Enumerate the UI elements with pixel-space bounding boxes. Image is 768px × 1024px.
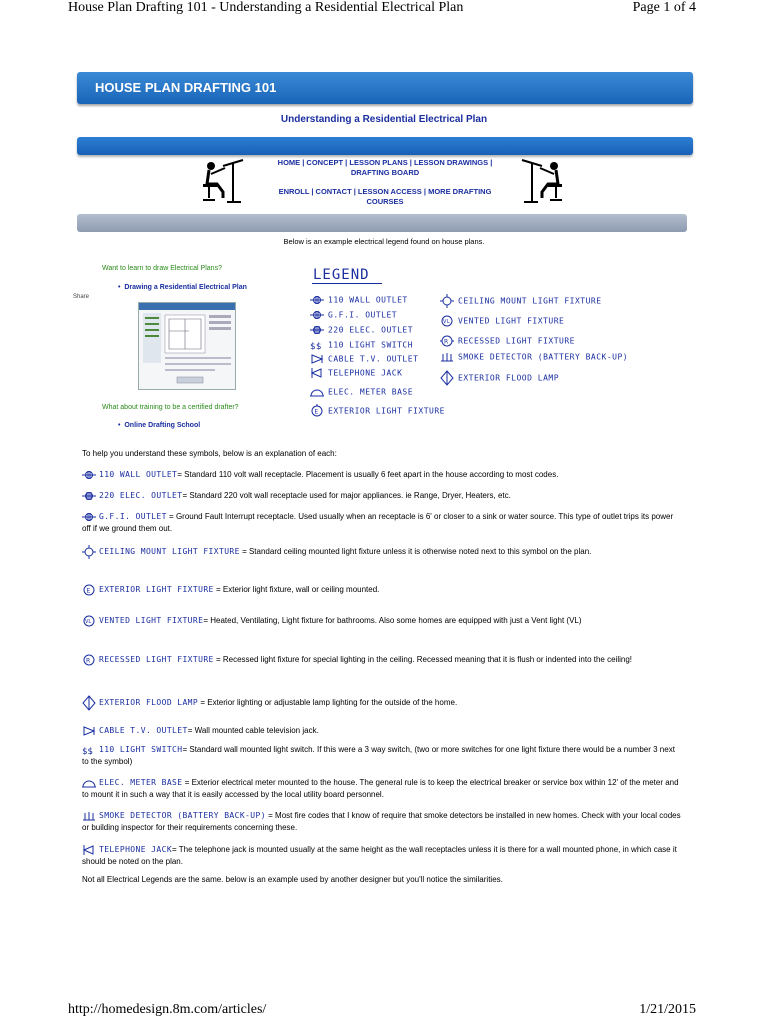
- vented-light-icon: [82, 614, 96, 628]
- legend-item-light-switch: [310, 340, 413, 350]
- symbol-name: CABLE T.V. OUTLET: [99, 726, 188, 735]
- site-nav: [262, 158, 508, 207]
- divider-bar: [77, 214, 687, 232]
- telephone-jack-icon: [310, 368, 324, 378]
- site-banner: [77, 72, 693, 104]
- legend-item-cable-tv: [310, 354, 418, 364]
- nav-links-row4[interactable]: COURSES: [366, 197, 404, 206]
- symbol-name: RECESSED LIGHT FIXTURE: [99, 655, 214, 665]
- legend-label: 110 LIGHT SWITCH: [328, 340, 414, 350]
- legend-item-telephone-jack: [310, 368, 402, 378]
- legend-item-ceiling-light: [440, 294, 602, 308]
- legend-item-meter-base: [310, 387, 413, 397]
- legend-label: 110 WALL OUTLET: [328, 295, 408, 305]
- explanation-220-outlet: [82, 490, 682, 502]
- exterior-light-icon: [310, 404, 324, 418]
- thumbnail-image: [139, 303, 235, 389]
- symbol-name: 110 LIGHT SWITCH: [99, 745, 183, 754]
- page-number: Page 1 of 4: [632, 0, 696, 15]
- symbol-name: CEILING MOUNT LIGHT FIXTURE: [99, 547, 240, 557]
- legend-item-gfi-outlet: [310, 310, 397, 320]
- legend-label: G.F.I. OUTLET: [328, 310, 398, 320]
- explanation-light-switch: [82, 744, 682, 768]
- symbol-description: = Exterior lighting or adjustable lamp lighting for the outside of the home.: [198, 698, 458, 708]
- legend-item-vented-light: [440, 314, 564, 328]
- light-switch-icon: [82, 745, 96, 755]
- print-header: [68, 0, 696, 18]
- explanation-smoke-detector: [82, 810, 682, 834]
- nav-bar-top: [77, 137, 693, 155]
- ad-link-2-label[interactable]: Online Drafting School: [124, 422, 201, 429]
- smoke-detector-icon: [82, 811, 96, 821]
- legend-label: ELEC. METER BASE: [328, 387, 414, 397]
- symbol-description: = Recessed light fixture for special lighting in the ceiling. Recessed meaning that it is flush or indented into the ceiling!: [213, 655, 632, 665]
- symbol-name: 220 ELEC. OUTLET: [99, 491, 183, 500]
- legend-item-flood-lamp: [440, 370, 559, 386]
- explanation-vented-light: [82, 614, 682, 628]
- legend-label: EXTERIOR FLOOD LAMP: [458, 373, 560, 383]
- recessed-light-icon: [82, 653, 96, 667]
- cable-tv-icon: [82, 726, 96, 736]
- explanation-ceiling-light: [82, 545, 682, 559]
- legend-label: TELEPHONE JACK: [328, 368, 403, 378]
- drafter-right-icon: [520, 158, 568, 204]
- exterior-light-icon: [82, 583, 96, 597]
- legend-label: CABLE T.V. OUTLET: [328, 354, 419, 364]
- ceiling-light-icon: [440, 294, 454, 308]
- ceiling-light-icon: [82, 545, 96, 559]
- legend-intro: Below is an example electrical legend found on house plans.: [283, 237, 485, 246]
- ad-link-drafting-school[interactable]: • Online Drafting School: [118, 422, 201, 429]
- legend-item-220-outlet: [310, 325, 413, 335]
- explanation-recessed-light: [82, 653, 682, 667]
- explanation-gfi-outlet: [82, 511, 682, 535]
- symbol-name: EXTERIOR LIGHT FIXTURE: [99, 585, 214, 595]
- legend-label: CEILING MOUNT LIGHT FIXTURE: [458, 296, 602, 306]
- svg-text:$$: $$: [82, 746, 93, 755]
- footer-url: http://homedesign.8m.com/articles/: [68, 1002, 267, 1017]
- symbol-name: ELEC. METER BASE: [99, 778, 183, 787]
- symbol-name: EXTERIOR FLOOD LAMP: [99, 698, 199, 708]
- vented-light-icon: [440, 314, 454, 328]
- legend-label: RECESSED LIGHT FIXTURE: [458, 336, 575, 346]
- nav-links-row2[interactable]: DRAFTING BOARD: [350, 168, 420, 177]
- svg-text:R: R: [444, 338, 449, 346]
- svg-text:R: R: [86, 657, 91, 665]
- explanation-cable-tv: [82, 725, 682, 737]
- symbol-description: = Standard 220 volt wall receptacle used for major appliances. ie Range, Dryer, Heaters, etc.: [182, 491, 511, 500]
- explanation-telephone-jack: [82, 844, 682, 868]
- explanation-flood-lamp: [82, 695, 682, 711]
- nav-links-row3[interactable]: ENROLL | CONTACT | LESSON ACCESS | MORE DRAFTING: [278, 187, 492, 196]
- symbol-description: = Wall mounted cable television jack.: [187, 726, 319, 735]
- symbol-description: = Standard wall mounted light switch. If this were a 3 way switch, (two or more switches for one light fixture there would be a number 3 next to the symbol): [82, 745, 675, 766]
- footer-date: 1/21/2015: [639, 1002, 696, 1017]
- svg-text:E: E: [314, 408, 319, 416]
- cable-tv-icon: [310, 354, 324, 364]
- symbol-description: = Most fire codes that I know of require that smoke detectors be installed in new homes. Check with your local codes or building inspector for their requirements concerning these.: [82, 811, 681, 832]
- legend-label: SMOKE DETECTOR (BATTERY BACK-UP): [458, 352, 629, 362]
- ad-link-electrical-plan[interactable]: • Drawing a Residential Electrical Plan: [118, 284, 247, 291]
- closing-paragraph: Not all Electrical Legends are the same. below is an example used by another designer but you'll notice the similarities.: [82, 875, 503, 884]
- legend-label: 220 ELEC. OUTLET: [328, 325, 414, 335]
- symbol-description: = Heated, Ventilating, Light fixture for bathrooms. Also some homes are equipped with just a Vent light (VL): [203, 616, 582, 626]
- symbol-description: = Exterior electrical meter mounted to the house. The general rule is to keep the electrical breaker or service box within 12' of the meter and to mount it in such a way that it is easily accessed by the local utility board personnel.: [82, 778, 679, 799]
- flood-lamp-icon: [440, 370, 454, 386]
- legend-underline: [312, 283, 382, 284]
- smoke-detector-icon: [440, 352, 454, 362]
- legend-item-110-wall-outlet: [310, 295, 408, 305]
- symbol-name: TELEPHONE JACK: [99, 845, 173, 854]
- meter-base-icon: [82, 778, 96, 788]
- gfi-outlet-icon: [82, 512, 96, 522]
- nav-links-row1[interactable]: HOME | CONCEPT | LESSON PLANS | LESSON DRAWINGS |: [277, 158, 493, 167]
- symbol-name: 110 WALL OUTLET: [99, 470, 178, 479]
- explanation-meter-base: [82, 777, 682, 801]
- symbol-name: VENTED LIGHT FIXTURE: [99, 616, 204, 626]
- explanation-intro: To help you understand these symbols, below is an explanation of each:: [82, 449, 337, 458]
- telephone-jack-icon: [82, 845, 96, 855]
- svg-text:$$: $$: [310, 342, 322, 350]
- recessed-light-icon: [440, 334, 454, 348]
- flood-lamp-icon: [82, 695, 96, 711]
- symbol-description: = The telephone jack is mounted usually at the same height as the wall receptacles unless it is there for a wall mounted phone, in which case it should be noted on the plan.: [82, 845, 677, 866]
- legend-label: VENTED LIGHT FIXTURE: [458, 316, 565, 326]
- legend-item-recessed-light: [440, 334, 575, 348]
- svg-text:VL: VL: [443, 319, 451, 325]
- symbol-description: = Ground Fault Interrupt receptacle. Used usually when an receptacle is 6' or closer to a sink or water source. This type of outlet trips its power off if we ground them out.: [82, 512, 674, 533]
- page-subtitle: Understanding a Residential Electrical Plan: [280, 114, 488, 125]
- symbol-name: SMOKE DETECTOR (BATTERY BACK-UP): [99, 811, 266, 820]
- 220-outlet-icon: [310, 325, 324, 335]
- legend-title: LEGEND: [313, 267, 370, 283]
- explanation-110-wall-outlet: [82, 469, 682, 481]
- legend-item-smoke-detector: [440, 352, 628, 362]
- ad-link-1-label[interactable]: Drawing a Residential Electrical Plan: [124, 284, 247, 291]
- wall-outlet-icon: [310, 295, 324, 305]
- 220-outlet-icon: [82, 491, 96, 501]
- legend-item-exterior-light: [310, 404, 445, 418]
- gfi-outlet-icon: [310, 310, 324, 320]
- svg-text:E: E: [86, 587, 91, 595]
- ad-question-1: Want to learn to draw Electrical Plans?: [102, 265, 222, 272]
- meter-base-icon: [310, 387, 324, 397]
- explanation-exterior-light: [82, 583, 682, 597]
- wall-outlet-icon: [82, 470, 96, 480]
- symbol-description: = Standard 110 volt wall receptacle. Placement is usually 6 feet apart in the house according to most codes.: [177, 470, 559, 479]
- symbol-description: = Standard ceiling mounted light fixture unless it is otherwise noted next to this symbol on the plan.: [239, 547, 592, 557]
- symbol-name: G.F.I. OUTLET: [99, 512, 167, 521]
- svg-text:VL: VL: [85, 619, 92, 625]
- ad-question-2: What about training to be a certified drafter?: [102, 404, 239, 411]
- banner-title: HOUSE PLAN DRAFTING 101: [95, 80, 277, 95]
- symbol-description: = Exterior light fixture, wall or ceiling mounted.: [213, 585, 380, 595]
- print-title: House Plan Drafting 101 - Understanding a Residential Electrical Plan: [68, 0, 464, 15]
- legend-label: EXTERIOR LIGHT FIXTURE: [328, 406, 445, 416]
- share-label[interactable]: Share: [73, 294, 90, 300]
- print-footer: [68, 1002, 696, 1020]
- lesson-thumbnail[interactable]: [138, 302, 236, 390]
- light-switch-icon: [310, 340, 324, 350]
- drafter-left-icon: [197, 158, 245, 204]
